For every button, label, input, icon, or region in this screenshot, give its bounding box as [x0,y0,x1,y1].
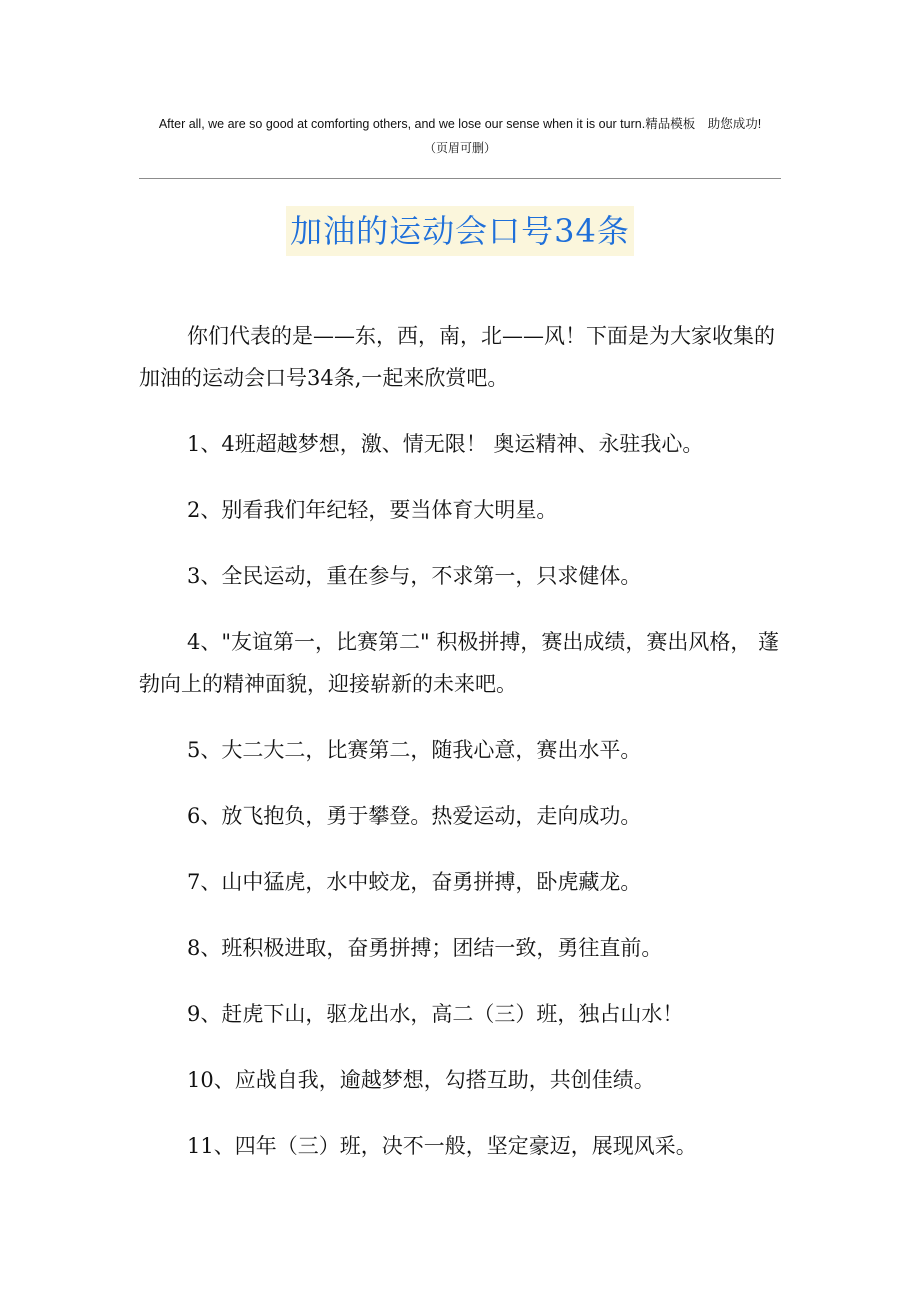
header-line-2: （页眉可删） [423,141,496,155]
header-line-1: After all, we are so good at comforting others, and we lose our sense when it is our turn.精品模板 助您成功! [158,117,762,131]
header-divider [139,178,781,179]
slogan-item: 5、大二大二，比赛第二，随我心意，赛出水平。 [187,738,642,762]
slogan-item: 8、班积极进取，奋勇拼搏；团结一致，勇往直前。 [187,936,663,960]
slogan-item: 9、赶虎下山，驱龙出水，高二（三）班，独占山水！ [187,1002,684,1026]
page-header [139,114,781,158]
slogan-item: 2、别看我们年纪轻，要当体育大明星。 [187,498,558,522]
title-container [0,206,920,256]
slogan-item: 11、四年（三）班，决不一般，坚定豪迈，展现风采。 [187,1134,697,1158]
intro-paragraph: 你们代表的是——东，西，南，北——风！下面是为大家收集的加油的运动会口号34条,一起来欣赏吧。 [139,324,775,390]
document-title: 加油的运动会口号34条 [286,206,634,256]
slogan-item: 6、放飞抱负，勇于攀登。热爱运动，走向成功。 [187,804,642,828]
document-body [139,315,781,1191]
slogan-item: 1、4班超越梦想，激、情无限！ 奥运精神、永驻我心。 [187,432,704,456]
slogan-item: 4、"友谊第一，比赛第二" 积极拼搏，赛出成绩，赛出风格， 蓬勃向上的精神面貌，迎接崭新的未来吧。 [139,630,780,696]
slogan-item: 3、全民运动，重在参与，不求第一，只求健体。 [187,564,642,588]
slogan-item: 7、山中猛虎，水中蛟龙，奋勇拼搏，卧虎藏龙。 [187,870,642,894]
slogan-item: 10、应战自我，逾越梦想，勾搭互助，共创佳绩。 [187,1068,655,1092]
